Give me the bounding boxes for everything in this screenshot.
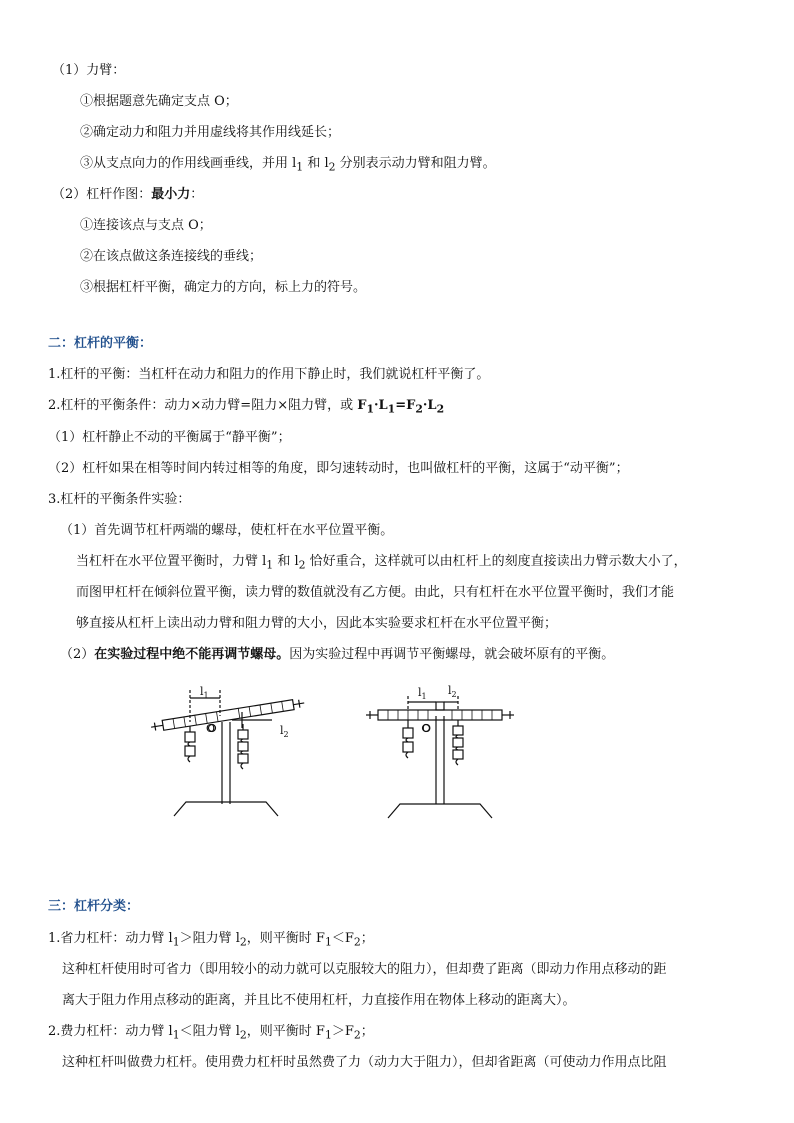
para-force-wasting-detail: 这种杠杆叫做费力杠杆。使用费力杠杆时虽然费了力（动力大于阻力），但却省距离（可使动力作用点比阻	[62, 1055, 667, 1070]
para-exp-step-1-detail-b: 而图甲杠杆在倾斜位置平衡，读力臂的数值就没有乙方便。由此，只有杠杆在水平位置平衡时，我们才能	[76, 585, 675, 600]
step-3: ③从支点向力的作用线画垂线，并用 $l_1$ 和 $l_2$ 分别表示动力臂和阻力臂。	[80, 156, 496, 174]
para-force-saving-lever: 1.省力杠杆：动力臂 $l_1>$阻力臂 $l_2$，则平衡时 $F_1<F_2$；	[48, 931, 374, 949]
para-static-balance: （1）杠杆静止不动的平衡属于“静平衡”；	[48, 430, 291, 445]
section-heading-lever-balance: 二：杠杆的平衡：	[48, 336, 153, 351]
label-o-right: O	[422, 722, 432, 735]
item-2-lever-drawing: （2）杠杆作图：最小力：	[52, 187, 204, 202]
min-force-step-3: ③根据杠杆平衡，确定力的方向，标上力的符号。	[80, 280, 367, 295]
label-l2-left: $l_2$	[280, 724, 289, 739]
tilted-lever	[150, 690, 305, 816]
min-force-step-2: ②在该点做这条连接线的垂线；	[80, 249, 263, 264]
section-heading-lever-types: 三：杠杆分类：	[48, 899, 140, 914]
para-balance-condition: 2.杠杆的平衡条件：动力×动力臂=阻力×阻力臂，或 $F_1\cdot L_1=F_2\cdot L_2$	[48, 398, 445, 416]
label-l2-right: $l_2$	[448, 684, 457, 699]
step-2: ②确定动力和阻力并用虚线将其作用线延长；	[80, 125, 341, 140]
para-experiment: 3.杠杆的平衡条件实验：	[48, 492, 191, 507]
para-exp-step-1-detail-a: 当杠杆在水平位置平衡时，力臂 $l_1$ 和 $l_2$ 恰好重合，这样就可以由杠杆上的刻度直接读出力臂示数大小了，	[76, 554, 687, 572]
para-force-saving-detail-a: 这种杠杆使用时可省力（即用较小的动力就可以克服较大的阻力），但却费了距离（即动力作用点移动的距	[62, 962, 667, 977]
min-force-step-1: ①连接该点与支点 O；	[80, 218, 212, 233]
para-force-wasting-lever: 2.费力杠杆：动力臂 $l_1<$阻力臂 $l_2$，则平衡时 $F_1>F_2$；	[48, 1024, 374, 1042]
lever-balance-figure	[140, 676, 540, 826]
para-exp-step-2: （2）在实验过程中绝不能再调节螺母。因为实验过程中再调节平衡螺母，就会破坏原有的平衡。	[60, 647, 615, 662]
label-l1-right: $l_1$	[418, 686, 427, 701]
item-1-lever-arm: （1）力臂：	[52, 63, 126, 78]
horizontal-lever	[366, 696, 514, 818]
para-force-saving-detail-b: 离大于阻力作用点移动的距离，并且比不使用杠杆，力直接作用在物体上移动的距离大）。	[62, 993, 576, 1008]
para-exp-step-1: （1）首先调节杠杆两端的螺母，使杠杆在水平位置平衡。	[60, 523, 394, 538]
step-1: ①根据题意先确定支点 O；	[80, 94, 238, 109]
label-o-left: O	[206, 722, 216, 735]
label-l1-left: $l_1$	[200, 685, 209, 700]
para-dynamic-balance: （2）杠杆如果在相等时间内转过相等的角度，即匀速转动时，也叫做杠杆的平衡，这属于“动平衡”；	[48, 461, 629, 476]
para-exp-step-1-detail-c: 够直接从杠杆上读出动力臂和阻力臂的大小，因此本实验要求杠杆在水平位置平衡；	[76, 616, 558, 631]
para-balance-def: 1.杠杆的平衡：当杠杆在动力和阻力的作用下静止时，我们就说杠杆平衡了。	[48, 367, 490, 382]
